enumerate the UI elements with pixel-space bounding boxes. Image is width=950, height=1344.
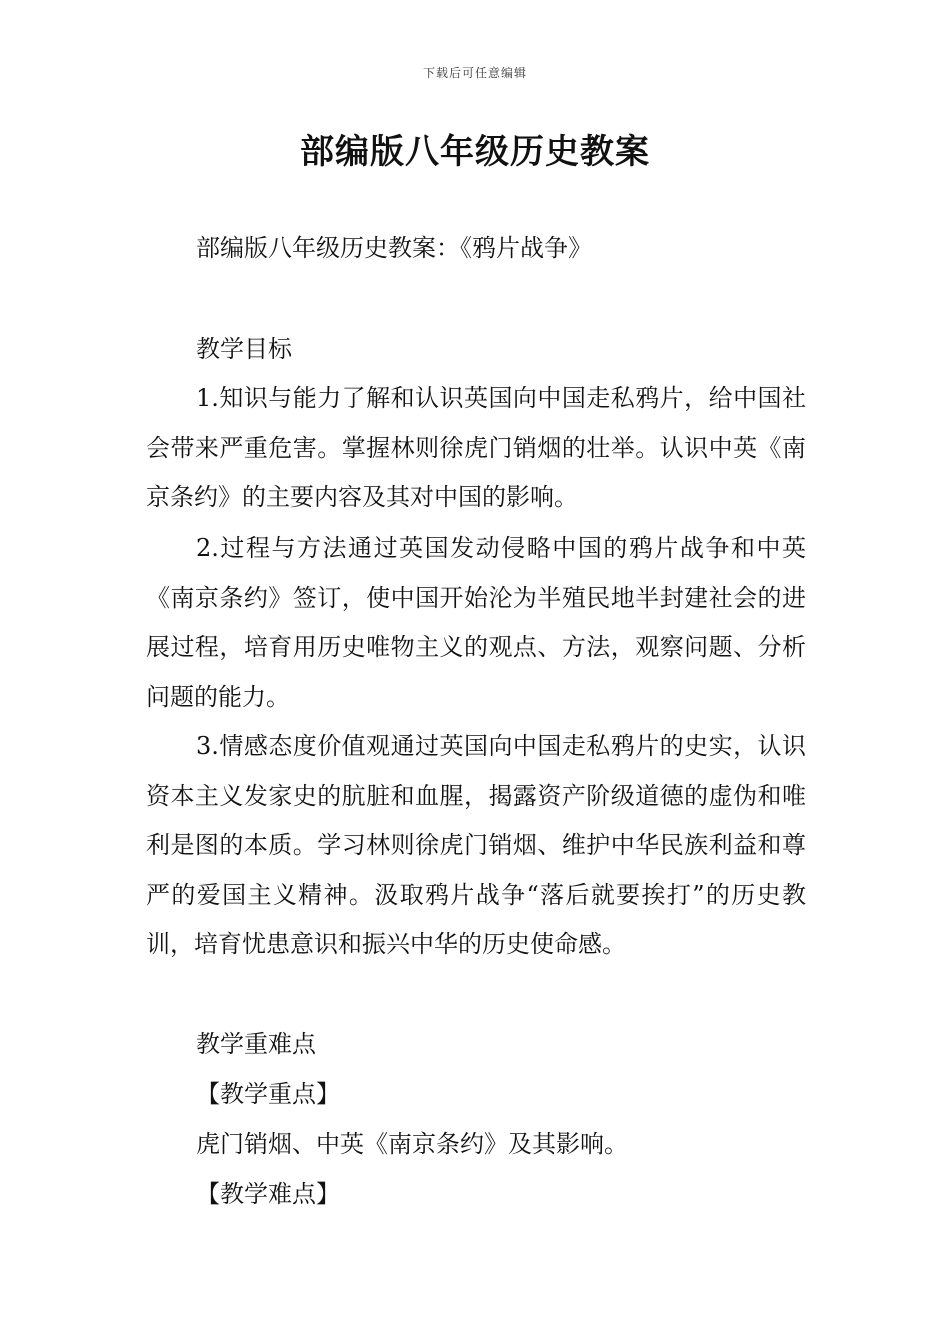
key-points-content: 虎门销烟、中英《南京条约》及其影响。 [196, 1130, 628, 1158]
header-note: 下载后可任意编辑 [422, 66, 527, 80]
subheading-difficult-points: 【教学难点】 [196, 1180, 340, 1208]
goal-paragraph-knowledge: 1.知识与能力了解和认识英国向中国走私鸦片，给中国社会带来严重危害。掌握林则徐虎门销烟的壮举。认识中英《南京条约》的主要内容及其对中国的影响。 [146, 384, 806, 511]
page-title: 部编版八年级历史教案 [300, 132, 650, 172]
goal-paragraph-process: 2.过程与方法通过英国发动侵略中国的鸦片战争和中英《南京条约》签订，使中国开始沦为半殖民地半封建社会的进展过程，培育用历史唯物主义的观点、方法，观察问题、分析问题的能力。 [146, 534, 806, 711]
goal-paragraph-emotion: 3.情感态度价值观通过英国向中国走私鸦片的史实，认识资本主义发家史的肮脏和血腥，揭露资产阶级道德的虚伪和唯利是图的本质。学习林则徐虎门销烟、维护中华民族利益和尊严的爱国主义精神。汲取鸦片战争“落后就要挨打”的历史教训，培育忧患意识和振兴中华的历史使命感。 [146, 732, 806, 958]
subtitle: 部编版八年级历史教案：《鸦片战争》 [196, 234, 592, 262]
section-heading-difficulty: 教学重难点 [196, 1030, 316, 1058]
section-heading-goals: 教学目标 [196, 335, 292, 363]
subheading-key-points: 【教学重点】 [196, 1080, 340, 1108]
